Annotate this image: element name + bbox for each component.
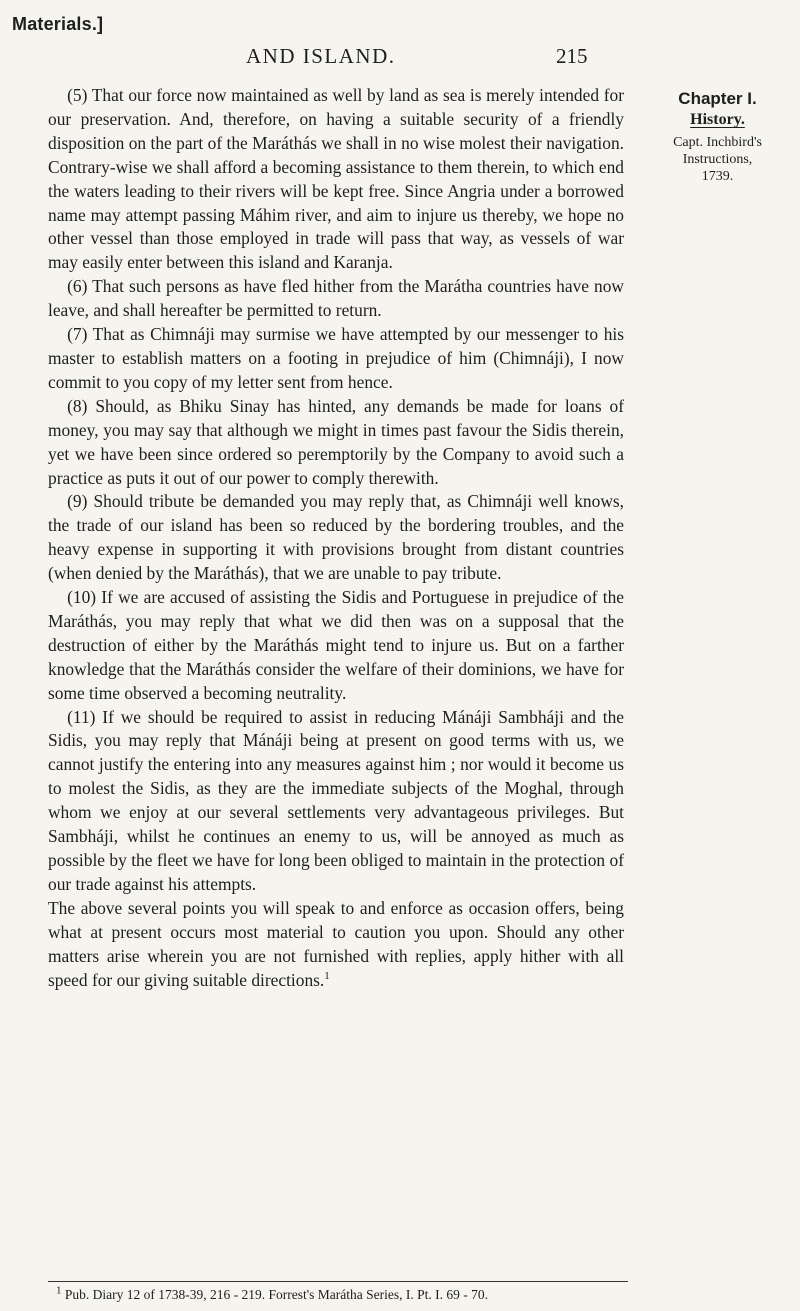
paragraph-11: (11) If we should be required to assist in reducing Mánáji Sambháji and the Sidis, you may reply that Mánáji being at present on good terms with us, we cannot justify the entering into any measures against him ; nor would it become us to molest the Sidis, as they are the immediate subjects of the Moghal, through whom we enjoy at our several settlements very advantageous privileges. But Sambháji, whilst he continues an enemy to us, will be annoyed as much as possible by the fleet we have for long been obliged to maintain in the protection of our trade against his attempts.	[48, 706, 624, 894]
paragraph-7: (7) That as Chimnáji may surmise we have attempted by our messenger to his master to establish matters on a footing in prejudice of him (Chimnáji), I now commit to you copy of my letter sent from hence.	[48, 324, 624, 392]
margin-line-2: Instructions,	[682, 152, 753, 167]
footnote-mark: 1	[56, 1284, 62, 1297]
closing-text: The above several points you will speak to and enforce as occasion offers, being what at present occurs most material to caution you upon. Should any other matters arise wherein you are not furnished with replies, apply hither with all speed for our giving suitable directions.	[48, 897, 624, 990]
footnote-reference: 1	[324, 969, 330, 982]
paragraph-8: (8) Should, as Bhiku Sinay has hinted, any demands be made for loans of money, you may say that although we might in times past favour the Sidis therein, yet we have been since ordered so peremptorily by the Company to avoid such a practice as puts it out of our power to comply therewith.	[48, 395, 624, 488]
margin-note	[640, 88, 795, 185]
running-header-left: Materials.]	[12, 14, 104, 34]
closing-paragraph	[48, 897, 624, 993]
footnote-text: Pub. Diary 12 of 1738-39, 216 - 219. Forrest's Marátha Series, I. Pt. I. 69 - 70.	[64, 1287, 489, 1302]
page-number: 215	[556, 44, 588, 68]
margin-line-1: Capt. Inchbird's	[673, 135, 762, 150]
margin-line-3: 1739.	[701, 169, 734, 184]
margin-section: History.	[690, 111, 745, 128]
running-header-title: AND ISLAND.	[246, 44, 396, 68]
main-text	[48, 84, 624, 992]
paragraph-6: (6) That such persons as have fled hither from the Marátha countries have now leave, and shall hereafter be permitted to return.	[48, 276, 624, 321]
paragraph-9: (9) Should tribute be demanded you may reply that, as Chimnáji well knows, the trade of our island has been so reduced by the bordering troubles, and the heavy expense in supporting it with provisions brought from distant countries (when denied by the Maráthás), that we are unable to pay tribute.	[48, 491, 624, 584]
paragraph-10: (10) If we are accused of assisting the Sidis and Portuguese in prejudice of the Maráthás, you may reply that what we did then was on a supposal that the destruction of either by the Maráthás might tend to injure us. But on a farther knowledge that the Maráthás consider the welfare of their dominions, we have for some time observed a becoming neutrality.	[48, 587, 624, 703]
margin-chapter: Chapter I.	[678, 89, 757, 108]
footnote-rule	[48, 1281, 628, 1282]
paragraph-5: (5) That our force now maintained as well by land as sea is merely intended for our preservation. And, therefore, on having a suitable security of a friendly disposition on the part of the Maráthás we shall in no wise molest their navigation. Contrary-wise we shall afford a becoming assistance to them therein, to which end the waters leading to their rivers will be kept free. Since Angria under a borrowed name may attempt passing Máhim river, and aim to injure us thereby, we hope no other vessel than those employed in trade will pass that way, as vessels of war may easily enter between this island and Karanja.	[48, 85, 624, 273]
footnote	[56, 1286, 676, 1304]
